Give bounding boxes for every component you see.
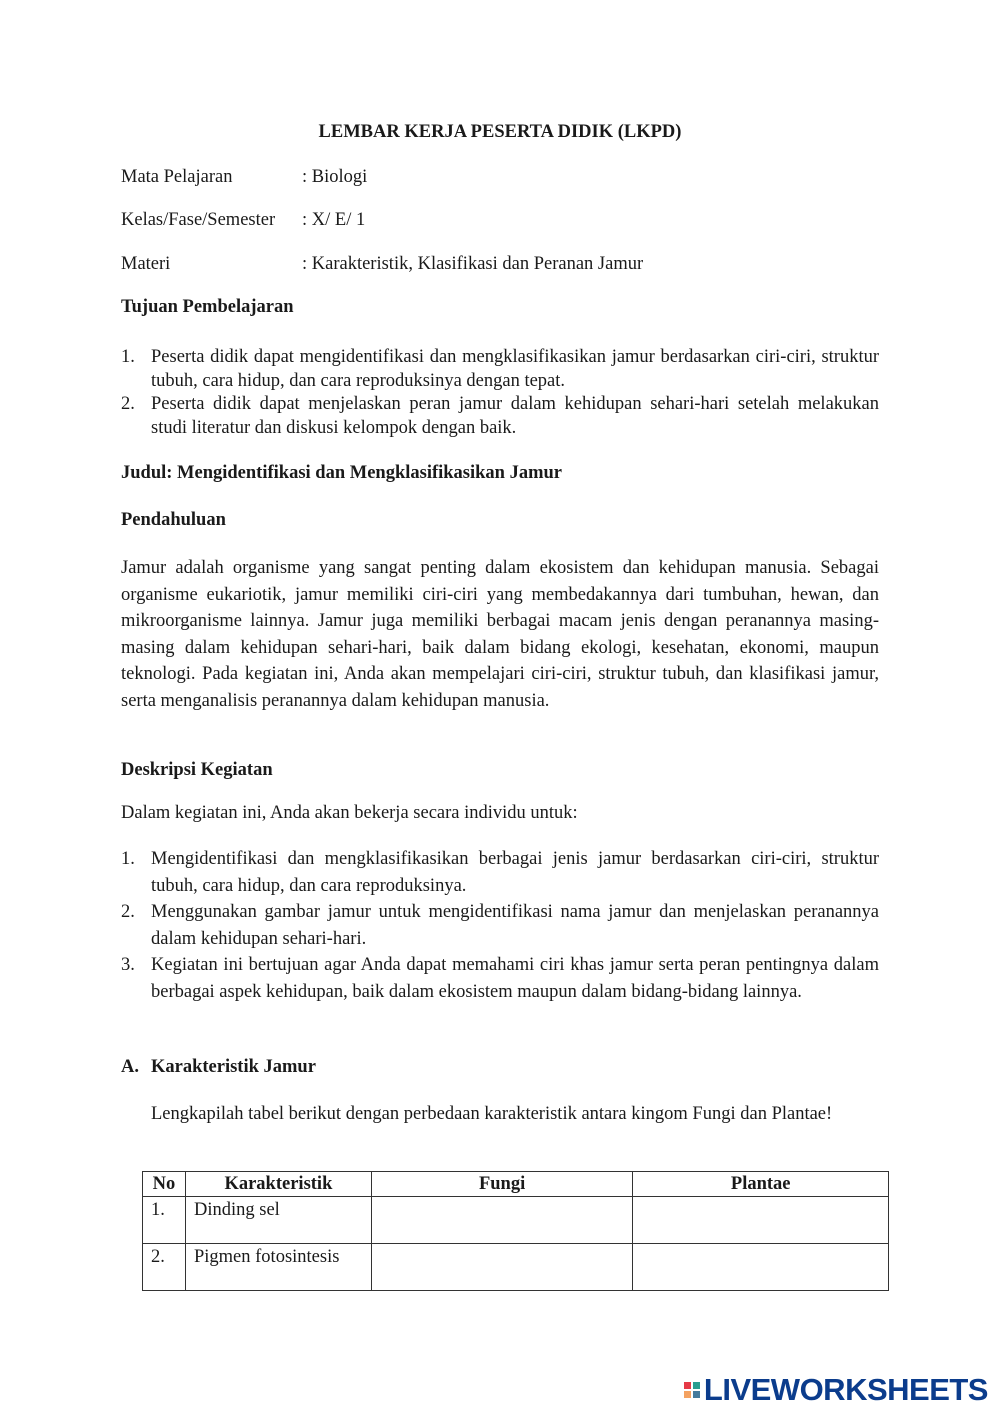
header-plantae: Plantae [633,1172,889,1197]
answer-cell-fungi[interactable] [371,1197,633,1244]
table-row [143,1197,889,1244]
mark-square [693,1391,700,1398]
meta-label-class: Kelas/Fase/Semester [121,210,276,230]
objectives-list [121,346,879,440]
activity-item [121,846,879,899]
objective-item [121,346,879,393]
liveworksheets-text: LIVEWORKSHEETS [703,1372,988,1407]
activity-lead: Dalam kegiatan ini, Anda akan bekerja secara individu untuk: [121,803,578,823]
objectives-heading: Tujuan Pembelajaran [121,297,294,317]
header-fungi: Fungi [371,1172,633,1197]
activity-text: Kegiatan ini bertujuan agar Anda dapat memahami ciri khas jamur serta peran pentingnya dalam berbagai aspek kehidupan, baik dalam ekosistem maupun dalam bidang-bidang lainnya. [151,955,879,1002]
header-karakteristik: Karakteristik [185,1172,371,1197]
mark-square [684,1382,691,1389]
intro-paragraph: Jamur adalah organisme yang sangat penting dalam ekosistem dan kehidupan manusia. Sebagai organisme eukariotik, jamur memiliki ciri-ciri yang membedakannya dari tumbuhan, hewan, dan mikroorganisme lainnya. Jamur juga memiliki berbagai macam jenis dengan peranannya masing-masing dalam kehidupan sehari-hari, baik dalam bidang ekologi, kesehatan, ekonomi, maupun teknologi. Pada kegiatan ini, Anda akan mempelajari ciri-ciri, struktur tubuh, dan klasifikasi jamur, serta menganalisis peranannya dalam kehidupan manusia. [121,558,879,711]
liveworksheets-logo [684,1372,988,1408]
activity-number: 2. [121,902,135,922]
activity-number: 1. [121,849,135,869]
characteristics-table [142,1171,889,1291]
mark-square [693,1382,700,1389]
table-row [143,1244,889,1291]
intro-heading: Pendahuluan [121,510,226,530]
section-a-heading: Karakteristik Jamur [151,1057,316,1077]
table-header-row [143,1172,889,1197]
activity-text: Menggunakan gambar jamur untuk mengidentifikasi nama jamur dan menjelaskan peranannya dalam kehidupan sehari-hari. [151,902,879,949]
objective-text: Peserta didik dapat menjelaskan peran jamur dalam kehidupan sehari-hari setelah melakukan studi literatur dan diskusi kelompok dengan baik. [151,394,879,438]
header-no: No [143,1172,186,1197]
meta-label-material: Materi [121,254,171,274]
meta-label-subject: Mata Pelajaran [121,167,233,187]
answer-cell-fungi[interactable] [371,1244,633,1291]
activity-text: Mengidentifikasi dan mengklasifikasikan berbagai jenis jamur berdasarkan ciri-ciri, struktur tubuh, cara hidup, dan cara reproduksinya. [151,849,879,896]
meta-value-material: : Karakteristik, Klasifikasi dan Peranan Jamur [302,254,644,274]
worksheet-judul: Judul: Mengidentifikasi dan Mengklasifikasikan Jamur [121,463,563,483]
objective-text: Peserta didik dapat mengidentifikasi dan mengklasifikasikan jamur berdasarkan ciri-ciri, struktur tubuh, cara hidup, dan cara reproduksinya dengan tepat. [151,347,879,391]
section-a-number: A. [121,1057,139,1077]
answer-cell-plantae[interactable] [633,1197,889,1244]
mark-square [684,1391,691,1398]
activity-number: 3. [121,955,135,975]
section-a-instruction: Lengkapilah tabel berikut dengan perbedaan karakteristik antara kingom Fungi dan Plantae! [151,1104,833,1124]
cell-karakteristik: Dinding sel [185,1197,371,1244]
objective-number: 2. [121,394,135,414]
answer-cell-plantae[interactable] [633,1244,889,1291]
liveworksheets-mark-icon [684,1382,700,1398]
cell-no: 1. [143,1197,186,1244]
cell-karakteristik: Pigmen fotosintesis [185,1244,371,1291]
document-title: LEMBAR KERJA PESERTA DIDIK (LKPD) [318,122,682,142]
objective-item [121,393,879,440]
objective-number: 1. [121,347,135,367]
activity-heading: Deskripsi Kegiatan [121,760,273,780]
meta-value-subject: : Biologi [302,167,368,187]
cell-no: 2. [143,1244,186,1291]
activity-item [121,899,879,952]
meta-value-class: : X/ E/ 1 [302,210,366,230]
activity-list [121,846,879,1005]
activity-item [121,952,879,1005]
